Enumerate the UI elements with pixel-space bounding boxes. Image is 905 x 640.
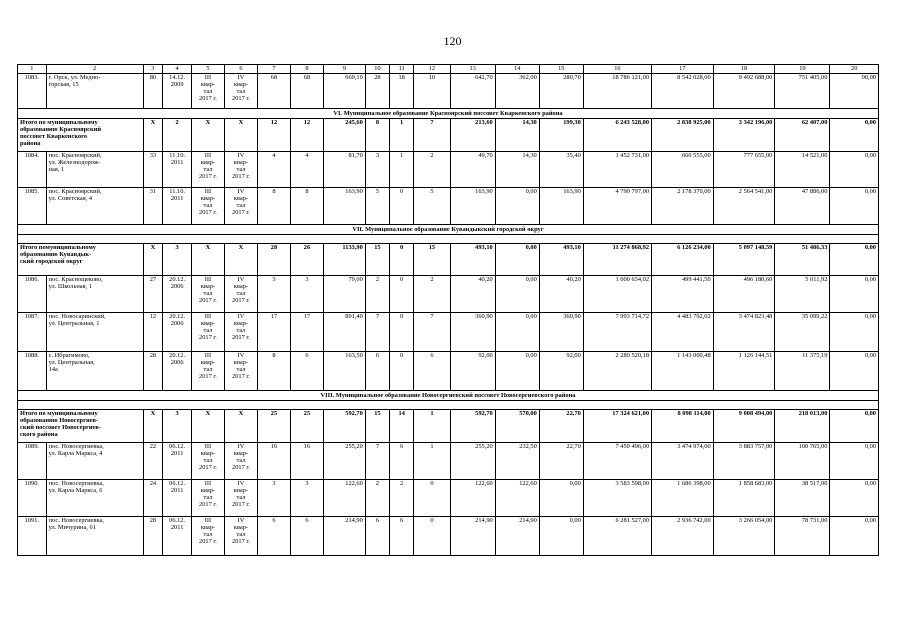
table-cell: 4 [290, 152, 323, 188]
column-number: 9 [324, 65, 366, 74]
table-cell: 660 555,00 [652, 152, 714, 188]
table-cell: 3 [290, 480, 323, 517]
table-cell: 362,00 [495, 74, 539, 109]
subtotal-label: Итого по муниципальному образованию Красноярский поссовет Кваркенского района [18, 119, 144, 152]
table-cell: 0,00 [830, 443, 879, 480]
section-heading-row [18, 391, 879, 401]
table-cell: 3 474 823,48 [713, 313, 775, 352]
subtotal-cell: 1133,90 [324, 244, 366, 276]
subtotal-cell: 0,00 [830, 119, 879, 152]
address-cell: г. Орск, ул. Медно- горская, 15 [46, 74, 143, 109]
subtotal-cell: 8 098 114,00 [652, 410, 714, 443]
column-number-row [18, 65, 879, 74]
subtotal-cell: 15 [414, 244, 450, 276]
table-cell: 8 [257, 352, 290, 391]
table-cell: 163,50 [324, 352, 366, 391]
table-cell: 27 [143, 276, 163, 313]
table-cell: 642,70 [450, 74, 495, 109]
table-cell: 6 [390, 443, 414, 480]
subtotal-cell: 15 [365, 244, 389, 276]
table-cell: III квар- тал 2017 г. [191, 74, 224, 109]
table-cell: 28 [365, 74, 389, 109]
subtotal-cell: 28 [257, 244, 290, 276]
table-cell: 16 [257, 443, 290, 480]
table-cell: 92,00 [450, 352, 495, 391]
blank-row [18, 401, 879, 410]
table-row [18, 276, 879, 313]
table-cell: 214,90 [324, 517, 366, 556]
table-row [18, 74, 879, 109]
subtotal-cell: 25 [257, 410, 290, 443]
subtotal-cell: 3 342 196,00 [713, 119, 775, 152]
subtotal-cell: 26 [290, 244, 323, 276]
table-cell: 2 [365, 276, 389, 313]
table-cell: IV квар- тал 2017 г. [224, 443, 257, 480]
table-cell: 35,40 [539, 152, 583, 188]
column-number: 20 [830, 65, 879, 74]
table-cell: 1 858 683,00 [713, 480, 775, 517]
table-cell: III квар- тал 2017 г. [191, 188, 224, 225]
table-cell: 1 686 398,00 [652, 480, 714, 517]
table-cell: 0 [414, 517, 450, 556]
table-row [18, 313, 879, 352]
subtotal-cell: 22,70 [539, 410, 583, 443]
table-cell: III квар- тал 2017 г. [191, 443, 224, 480]
table-cell: 47 886,00 [775, 188, 830, 225]
table-cell: 35 099,22 [775, 313, 830, 352]
housing-program-table [17, 64, 879, 556]
table-cell: 24 [143, 480, 163, 517]
subtotal-cell: X [191, 244, 224, 276]
column-number: 19 [775, 65, 830, 74]
table-cell: 163,90 [450, 188, 495, 225]
table-cell: 28 [143, 517, 163, 556]
table-cell: 78 731,00 [775, 517, 830, 556]
table-cell: 1 000 634,02 [583, 276, 651, 313]
table-cell: IV квар- тал 2017 г. [224, 276, 257, 313]
row-number: 1086. [18, 276, 47, 313]
table-cell: 777 655,00 [713, 152, 775, 188]
document-sheet [17, 64, 879, 556]
subtotal-cell: 7 [414, 119, 450, 152]
subtotal-cell: 2 [163, 119, 192, 152]
subtotal-cell: 592,70 [324, 410, 366, 443]
table-cell: 28 [143, 352, 163, 391]
subtotal-cell: 6 243 528,00 [583, 119, 651, 152]
table-cell: 6 [414, 352, 450, 391]
section-heading-row [18, 109, 879, 119]
column-number: 15 [539, 65, 583, 74]
table-cell: 751 405,00 [775, 74, 830, 109]
table-cell: 31 [143, 188, 163, 225]
column-number: 4 [163, 65, 192, 74]
subtotal-cell: 5 097 148,59 [713, 244, 775, 276]
table-cell: 1 [390, 152, 414, 188]
table-cell: 5 [414, 188, 450, 225]
subtotal-cell: X [143, 119, 163, 152]
table-cell: 20.12. 2006 [163, 276, 192, 313]
table-cell: 360,90 [450, 313, 495, 352]
blank-cell [18, 401, 879, 410]
table-cell: 22,70 [539, 443, 583, 480]
table-cell: 8 [290, 188, 323, 225]
table-cell: III квар- тал 2017 г. [191, 352, 224, 391]
row-number: 1088. [18, 352, 47, 391]
table-cell: 2 [365, 480, 389, 517]
table-row [18, 517, 879, 556]
table-cell: 0,00 [830, 480, 879, 517]
table-cell: 6 281 527,00 [583, 517, 651, 556]
table-cell: 49,70 [450, 152, 495, 188]
row-number: 1085. [18, 188, 47, 225]
table-cell: 11.10. 2011 [163, 152, 192, 188]
column-number: 6 [224, 65, 257, 74]
table-cell: 232,50 [495, 443, 539, 480]
table-body [18, 65, 879, 556]
table-cell: 14 521,00 [775, 152, 830, 188]
table-cell: 7 [414, 313, 450, 352]
table-cell: 16 [290, 443, 323, 480]
subtotal-cell: 6 126 234,00 [652, 244, 714, 276]
table-cell: 0,00 [539, 480, 583, 517]
subtotal-cell: 9 008 494,00 [713, 410, 775, 443]
table-cell: 3 474 974,00 [652, 443, 714, 480]
subtotal-cell: 15 [365, 410, 389, 443]
table-cell: 3 [257, 276, 290, 313]
table-cell: 669,10 [324, 74, 366, 109]
table-cell: 7 993 714,72 [583, 313, 651, 352]
table-cell: 10 [414, 74, 450, 109]
table-cell: 5 011,92 [775, 276, 830, 313]
subtotal-cell: 14 [390, 410, 414, 443]
table-cell: 5 [365, 188, 389, 225]
table-cell: 7 [365, 443, 389, 480]
row-number: 1084. [18, 152, 47, 188]
subtotal-cell: 0 [390, 244, 414, 276]
table-cell: 18 786 121,00 [583, 74, 651, 109]
subtotal-cell: 51 486,33 [775, 244, 830, 276]
row-number: 1083. [18, 74, 47, 109]
subtotal-cell: 493,10 [539, 244, 583, 276]
table-cell: 0,00 [539, 517, 583, 556]
table-cell: 6 [290, 517, 323, 556]
table-cell: 4 [257, 152, 290, 188]
column-number: 7 [257, 65, 290, 74]
subtotal-cell: 3 [163, 244, 192, 276]
section-heading: VI. Муниципальное образование Красноярский поссовет Кваркенского района [18, 109, 879, 119]
table-cell: 280,70 [539, 74, 583, 109]
table-cell: 3 [365, 152, 389, 188]
table-cell: 40,20 [450, 276, 495, 313]
table-cell: III квар- тал 2017 г. [191, 276, 224, 313]
table-cell: 2 [414, 276, 450, 313]
address-cell: пос. Красноярский, ул. Советская, 4 [46, 188, 143, 225]
table-cell: 14,30 [495, 152, 539, 188]
table-cell: 0,00 [495, 313, 539, 352]
table-cell: 80 [143, 74, 163, 109]
subtotal-cell: 62 407,00 [775, 119, 830, 152]
table-row [18, 443, 879, 480]
subtotal-cell: 213,60 [450, 119, 495, 152]
table-cell: 92,00 [539, 352, 583, 391]
table-cell: 122,60 [495, 480, 539, 517]
table-cell: 11.10. 2011 [163, 188, 192, 225]
table-cell: 22 [143, 443, 163, 480]
table-cell: 6 [365, 352, 389, 391]
table-cell: 2 [390, 480, 414, 517]
table-cell: 9 492 688,00 [713, 74, 775, 109]
address-cell: пос. Новосергиевка, ул. Карла Маркса, 4 [46, 443, 143, 480]
table-cell: 17 [257, 313, 290, 352]
blank-cell [18, 235, 879, 244]
table-cell: 3 266 054,00 [713, 517, 775, 556]
subtotal-cell: X [224, 244, 257, 276]
table-cell: 891,40 [324, 313, 366, 352]
table-cell: 6 [257, 517, 290, 556]
table-cell: 2 [414, 152, 450, 188]
table-cell: 1 452 731,00 [583, 152, 651, 188]
table-cell: 00,00 [830, 74, 879, 109]
section-heading-row [18, 225, 879, 235]
blank-row [18, 235, 879, 244]
subtotal-cell: 570,00 [495, 410, 539, 443]
subtotal-label: Итого по муниципальному образованию Новосергиев- ский поссовет Новосергиев- ского района [18, 410, 144, 443]
page-number: 120 [443, 34, 462, 48]
table-cell: 0,00 [830, 313, 879, 352]
column-number: 8 [290, 65, 323, 74]
table-cell: 20.12. 2006 [163, 352, 192, 391]
subtotal-cell: 218 013,00 [775, 410, 830, 443]
column-number: 1 [18, 65, 47, 74]
address-cell: пос. Новосергиевка, ул. Мичурина, 61 [46, 517, 143, 556]
subtotal-cell: X [143, 410, 163, 443]
table-cell: 38 517,00 [775, 480, 830, 517]
subtotal-cell: 17 324 621,00 [583, 410, 651, 443]
table-cell: 14.12. 2009 [163, 74, 192, 109]
column-number: 10 [365, 65, 389, 74]
subtotal-cell: 0,00 [830, 410, 879, 443]
address-cell: пос. Новосаринский, ул. Центральная, 1 [46, 313, 143, 352]
subtotal-label: Итого помуниципальному образованию Кувандык- ский городской округ [18, 244, 144, 276]
row-number: 1091. [18, 517, 47, 556]
table-cell: IV квар- тал 2017 г. [224, 352, 257, 391]
column-number: 3 [143, 65, 163, 74]
subtotal-cell: X [224, 410, 257, 443]
subtotal-row [18, 119, 879, 152]
subtotal-cell: 1 [414, 410, 450, 443]
table-cell: 20.12. 2006 [163, 313, 192, 352]
subtotal-cell: 8 [365, 119, 389, 152]
table-cell: III квар- тал 2017 г. [191, 152, 224, 188]
table-cell: 0,00 [830, 276, 879, 313]
subtotal-cell: 3 [163, 410, 192, 443]
table-cell: 8 [257, 188, 290, 225]
table-cell: 06.12. 2011 [163, 443, 192, 480]
table-cell: 3 583 598,00 [583, 480, 651, 517]
subtotal-cell: 11 274 868,92 [583, 244, 651, 276]
table-cell: IV квар- тал 2017 г. [224, 313, 257, 352]
table-cell: 0,00 [495, 188, 539, 225]
table-cell: 214,90 [450, 517, 495, 556]
subtotal-cell: 2 838 925,00 [652, 119, 714, 152]
table-cell: 1 126 144,51 [713, 352, 775, 391]
table-cell: 0 [414, 480, 450, 517]
table-cell: 12 [143, 313, 163, 352]
table-cell: 3 883 757,00 [713, 443, 775, 480]
row-number: 1087. [18, 313, 47, 352]
subtotal-cell: 14,30 [495, 119, 539, 152]
table-cell: 0,00 [830, 152, 879, 188]
table-row [18, 480, 879, 517]
table-cell: 100 765,00 [775, 443, 830, 480]
subtotal-cell: 592,70 [450, 410, 495, 443]
table-cell: 163,90 [539, 188, 583, 225]
table-cell: 0,00 [830, 352, 879, 391]
section-heading: VIII. Муниципальное образование Новосергиевский поссовет Новосергиевского района [18, 391, 879, 401]
subtotal-row [18, 410, 879, 443]
column-number: 11 [390, 65, 414, 74]
subtotal-cell: 493,10 [450, 244, 495, 276]
column-number: 12 [414, 65, 450, 74]
table-cell: 122,60 [450, 480, 495, 517]
row-number: 1090. [18, 480, 47, 517]
column-number: 16 [583, 65, 651, 74]
table-cell: 68 [290, 74, 323, 109]
column-number: 14 [495, 65, 539, 74]
table-cell: 214,90 [495, 517, 539, 556]
subtotal-cell: 0,00 [830, 244, 879, 276]
table-cell: 81,70 [324, 152, 366, 188]
table-cell: 0 [390, 276, 414, 313]
table-cell: 7 459 496,00 [583, 443, 651, 480]
subtotal-cell: 245,60 [324, 119, 366, 152]
table-cell: IV квар- тал 2017 г. [224, 152, 257, 188]
address-cell: пос. Новосергиевка, ул. Карла Маркса, 6 [46, 480, 143, 517]
table-cell: 6 [365, 517, 389, 556]
table-row [18, 188, 879, 225]
table-cell: 18 [390, 74, 414, 109]
table-cell: 0,00 [495, 352, 539, 391]
table-cell: 33 [143, 152, 163, 188]
table-row [18, 352, 879, 391]
row-number: 1089. [18, 443, 47, 480]
column-number: 5 [191, 65, 224, 74]
table-cell: 1 [414, 443, 450, 480]
table-cell: IV квар- тал 2017 г. [224, 74, 257, 109]
column-number: 2 [46, 65, 143, 74]
table-cell: 6 [390, 517, 414, 556]
table-cell: 163,90 [324, 188, 366, 225]
section-heading: VII. Муниципальное образование Кувандыкский городской округ [18, 225, 879, 235]
table-cell: IV квар- тал 2017 г. [224, 188, 257, 225]
table-cell: 6 [290, 352, 323, 391]
table-cell: 2 936 742,00 [652, 517, 714, 556]
table-cell: 122,60 [324, 480, 366, 517]
table-row [18, 152, 879, 188]
table-cell: 4 483 792,02 [652, 313, 714, 352]
subtotal-cell: 25 [290, 410, 323, 443]
table-cell: 11 375,19 [775, 352, 830, 391]
table-cell: 0,00 [830, 517, 879, 556]
subtotal-cell: X [143, 244, 163, 276]
address-cell: с. Ибрагимово, ул. Центральная, 14а [46, 352, 143, 391]
table-cell: 255,20 [324, 443, 366, 480]
table-cell: 499 441,50 [652, 276, 714, 313]
column-number: 18 [713, 65, 775, 74]
subtotal-cell: X [224, 119, 257, 152]
table-cell: 0,00 [830, 188, 879, 225]
table-cell: 255,20 [450, 443, 495, 480]
table-cell: 1 143 000,48 [652, 352, 714, 391]
table-cell: IV квар- тал 2017 г. [224, 480, 257, 517]
subtotal-cell: 199,30 [539, 119, 583, 152]
table-cell: 06.12. 2011 [163, 480, 192, 517]
table-cell: 40,20 [539, 276, 583, 313]
table-cell: 2 280 520,18 [583, 352, 651, 391]
table-cell: 2 178 370,00 [652, 188, 714, 225]
table-cell: 7 [365, 313, 389, 352]
column-number: 17 [652, 65, 714, 74]
subtotal-cell: 0,00 [495, 244, 539, 276]
subtotal-cell: 12 [257, 119, 290, 152]
table-cell: IV квар- тал 2017 г. [224, 517, 257, 556]
table-cell: 17 [290, 313, 323, 352]
table-cell: 06.12. 2011 [163, 517, 192, 556]
table-cell: 4 790 797,00 [583, 188, 651, 225]
table-cell: III квар- тал 2017 г. [191, 517, 224, 556]
address-cell: пос. Красноярский, ул. Железнодорож- ная, 1 [46, 152, 143, 188]
table-cell: 0,00 [495, 276, 539, 313]
table-cell: 3 [257, 480, 290, 517]
subtotal-cell: X [191, 119, 224, 152]
table-cell: 0 [390, 188, 414, 225]
subtotal-cell: X [191, 410, 224, 443]
subtotal-row [18, 244, 879, 276]
table-cell: 0 [390, 313, 414, 352]
table-cell: 8 542 028,00 [652, 74, 714, 109]
table-cell: 68 [257, 74, 290, 109]
table-cell: III квар- тал 2017 г. [191, 313, 224, 352]
column-number: 13 [450, 65, 495, 74]
table-cell: III квар- тал 2017 г. [191, 480, 224, 517]
subtotal-cell: 12 [290, 119, 323, 152]
address-cell: пос. Краснощеково, ул. Школьная, 1 [46, 276, 143, 313]
table-cell: 3 [290, 276, 323, 313]
table-cell: 496 180,60 [713, 276, 775, 313]
table-cell: 79,00 [324, 276, 366, 313]
table-cell: 0 [390, 352, 414, 391]
subtotal-cell: 1 [390, 119, 414, 152]
table-cell: 360,90 [539, 313, 583, 352]
table-cell: 2 564 541,00 [713, 188, 775, 225]
